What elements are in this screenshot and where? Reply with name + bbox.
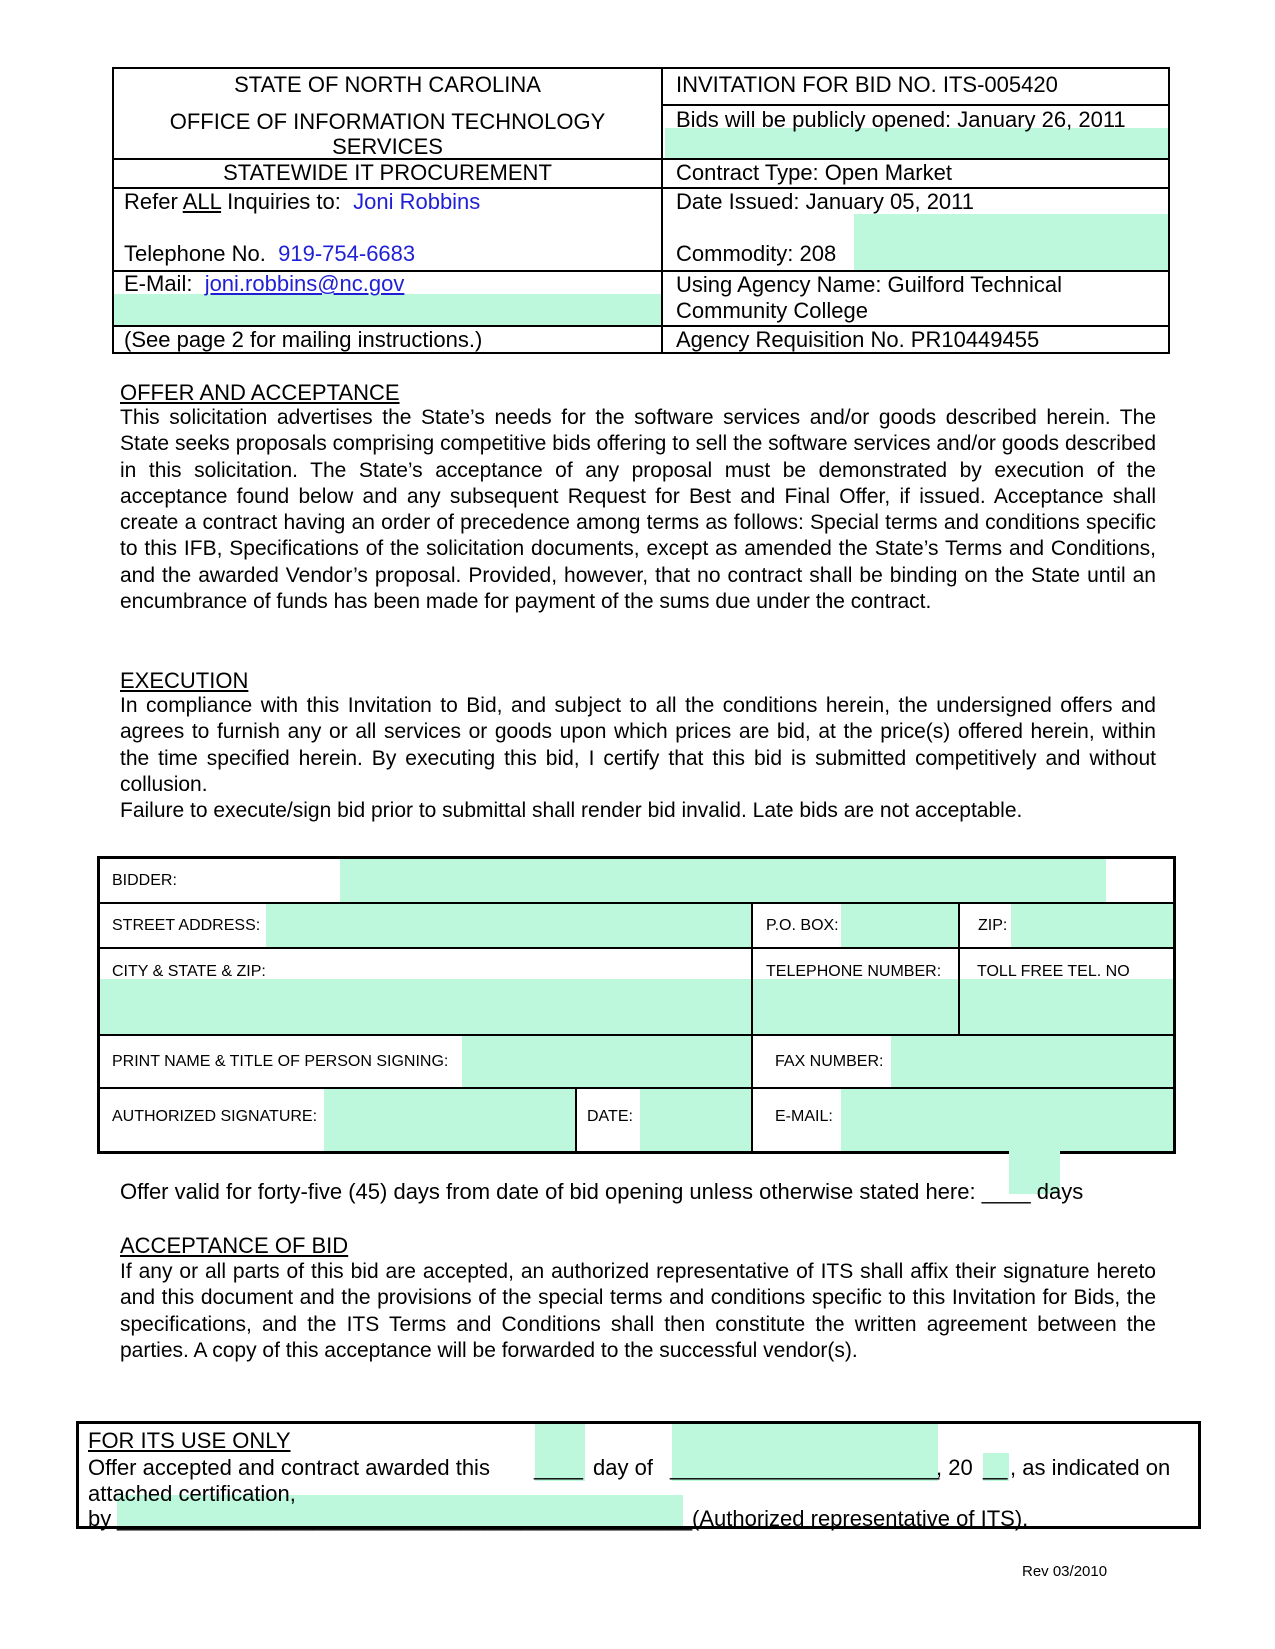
print-name-label: PRINT NAME & TITLE OF PERSON SIGNING: <box>112 1053 449 1070</box>
divider <box>575 1087 577 1151</box>
bidder-form <box>97 856 1176 1154</box>
refer-inquiries <box>124 189 480 215</box>
its-blank-month: ______________________ <box>670 1455 940 1480</box>
refer-suffix: Inquiries to: <box>221 189 341 214</box>
toll-free-label: TOLL FREE TEL. NO <box>977 963 1130 980</box>
header-table <box>112 67 1170 354</box>
signature-input[interactable] <box>324 1089 575 1151</box>
offer-body: This solicitation advertises the State’s needs for the software services and/or goods described herein. The State seeks proposals comprising competitive bids offering to sell the software services and/or goods described in this solicitation. The State’s acceptance of any proposal must be demonstrated by execution of the acceptance found below and any subsequent Request for Best and Final Offer, if issued. Acceptance shall create a contract having an order of precedence among terms as follows: Special terms and conditions specific to this IFB, Specifications of the solicitation documents, except as amended the State’s Terms and Conditions, and the awarded Vendor’s proposal. Provided, however, that no contract shall be binding on the State until an encumbrance of funds has been made for payment of the sums due under the contract. <box>120 406 1156 614</box>
offer-heading: OFFER AND ACCEPTANCE <box>120 380 400 405</box>
its-use-box <box>76 1421 1201 1529</box>
po-box-input[interactable] <box>841 904 958 947</box>
refer-prefix: Refer <box>124 189 183 214</box>
its-line1-d: , as indicated on <box>1010 1455 1171 1480</box>
contact-name: Joni Robbins <box>353 189 481 214</box>
its-line1-b: day of <box>593 1455 653 1480</box>
its-blank-year: __ <box>983 1455 1008 1480</box>
execution-warning: Failure to execute/sign bid prior to submittal shall render bid invalid. Late bids are not acceptable. <box>120 799 1023 822</box>
signature-label: AUTHORIZED SIGNATURE: <box>112 1108 318 1125</box>
bid-opening: Bids will be publicly opened: January 26, 2011 <box>676 107 1126 132</box>
city-state-zip-input[interactable] <box>100 979 751 1034</box>
commodity: Commodity: 208 <box>676 241 837 266</box>
po-box-label: P.O. BOX: <box>766 917 839 934</box>
its-blank-representative: _______________________________________________ <box>117 1506 693 1531</box>
its-representative-label: (Authorized representative of ITS). <box>692 1506 1029 1531</box>
ifb-number: INVITATION FOR BID NO. ITS-005420 <box>676 72 1058 97</box>
telephone-value: 919-754-6683 <box>278 241 416 266</box>
email-line <box>124 271 404 297</box>
date-input[interactable] <box>640 1089 751 1151</box>
divider <box>100 947 1173 949</box>
refer-all: ALL <box>182 189 222 214</box>
procurement-title: STATEWIDE IT PROCUREMENT <box>223 160 552 185</box>
its-by: by <box>88 1506 112 1531</box>
street-address-label: STREET ADDRESS: <box>112 917 261 934</box>
commodity-field[interactable] <box>854 214 1168 270</box>
revision-note: Rev 03/2010 <box>1022 1563 1108 1580</box>
validity-days-word: days <box>1036 1179 1084 1204</box>
its-heading: FOR ITS USE ONLY <box>88 1428 291 1453</box>
email-label: E-MAIL: <box>775 1108 833 1125</box>
fax-label: FAX NUMBER: <box>775 1053 884 1070</box>
zip-label: ZIP: <box>978 917 1008 934</box>
telephone-label: TELEPHONE NUMBER: <box>766 963 942 980</box>
validity-blank: ____ <box>981 1179 1031 1204</box>
its-line1-c: , 20 <box>936 1455 973 1480</box>
zip-input[interactable] <box>1011 904 1173 947</box>
mailing-note: (See page 2 for mailing instructions.) <box>124 327 483 352</box>
telephone-line <box>124 241 415 267</box>
city-state-zip-label: CITY & STATE & ZIP: <box>112 963 266 980</box>
its-line1-a: Offer accepted and contract awarded this <box>88 1455 490 1480</box>
print-name-input[interactable] <box>462 1036 751 1087</box>
state-title: STATE OF NORTH CAROLINA <box>234 72 541 97</box>
date-issued: Date Issued: January 05, 2011 <box>676 189 975 214</box>
email-input[interactable] <box>841 1089 1173 1151</box>
validity-line <box>120 1179 1083 1205</box>
email-label: E-Mail: <box>124 271 193 296</box>
bidder-label: BIDDER: <box>112 872 177 889</box>
bidder-input[interactable] <box>340 859 1106 902</box>
telephone-label: Telephone No. <box>124 241 266 266</box>
execution-body: In compliance with this Invitation to Bid, and subject to all the conditions herein, the undersigned offers and agrees to furnish any or all services or goods upon which prices are bid, at the price(s) offered herein, within the time specified herein. By executing this bid, I certify that this bid is submitted competitively and without collusion. <box>120 694 1156 796</box>
execution-heading: EXECUTION <box>120 668 249 693</box>
telephone-input[interactable] <box>753 979 958 1034</box>
acceptance-heading: ACCEPTANCE OF BID <box>120 1233 349 1258</box>
its-line2: attached certification, <box>88 1481 296 1506</box>
email-field[interactable] <box>114 294 661 325</box>
email-link[interactable]: joni.robbins@nc.gov <box>204 271 405 296</box>
street-address-input[interactable] <box>266 904 751 947</box>
validity-text: Offer valid for forty-five (45) days from date of bid opening unless otherwise stated here: <box>120 1179 976 1204</box>
divider <box>661 69 663 352</box>
divider <box>663 104 1168 106</box>
toll-free-input[interactable] <box>960 979 1173 1034</box>
fax-input[interactable] <box>891 1036 1173 1087</box>
requisition-number: Agency Requisition No. PR10449455 <box>676 327 1040 352</box>
acceptance-body: If any or all parts of this bid are accepted, an authorized representative of ITS shall affix their signature hereto and this document and the provisions of the special terms and conditions specific to this Invitation for Bids, the specifications, and the ITS Terms and Conditions shall then constitute the written agreement between the parties. A copy of this acceptance will be forwarded to the successful vendor(s). <box>120 1260 1156 1362</box>
contract-type: Contract Type: Open Market <box>676 160 952 185</box>
date-label: DATE: <box>587 1108 633 1125</box>
agency-name: Using Agency Name: Guilford Technical Community College <box>676 272 1063 323</box>
office-title: OFFICE OF INFORMATION TECHNOLOGY SERVICES <box>169 109 606 159</box>
its-blank-day: ____ <box>534 1455 583 1480</box>
